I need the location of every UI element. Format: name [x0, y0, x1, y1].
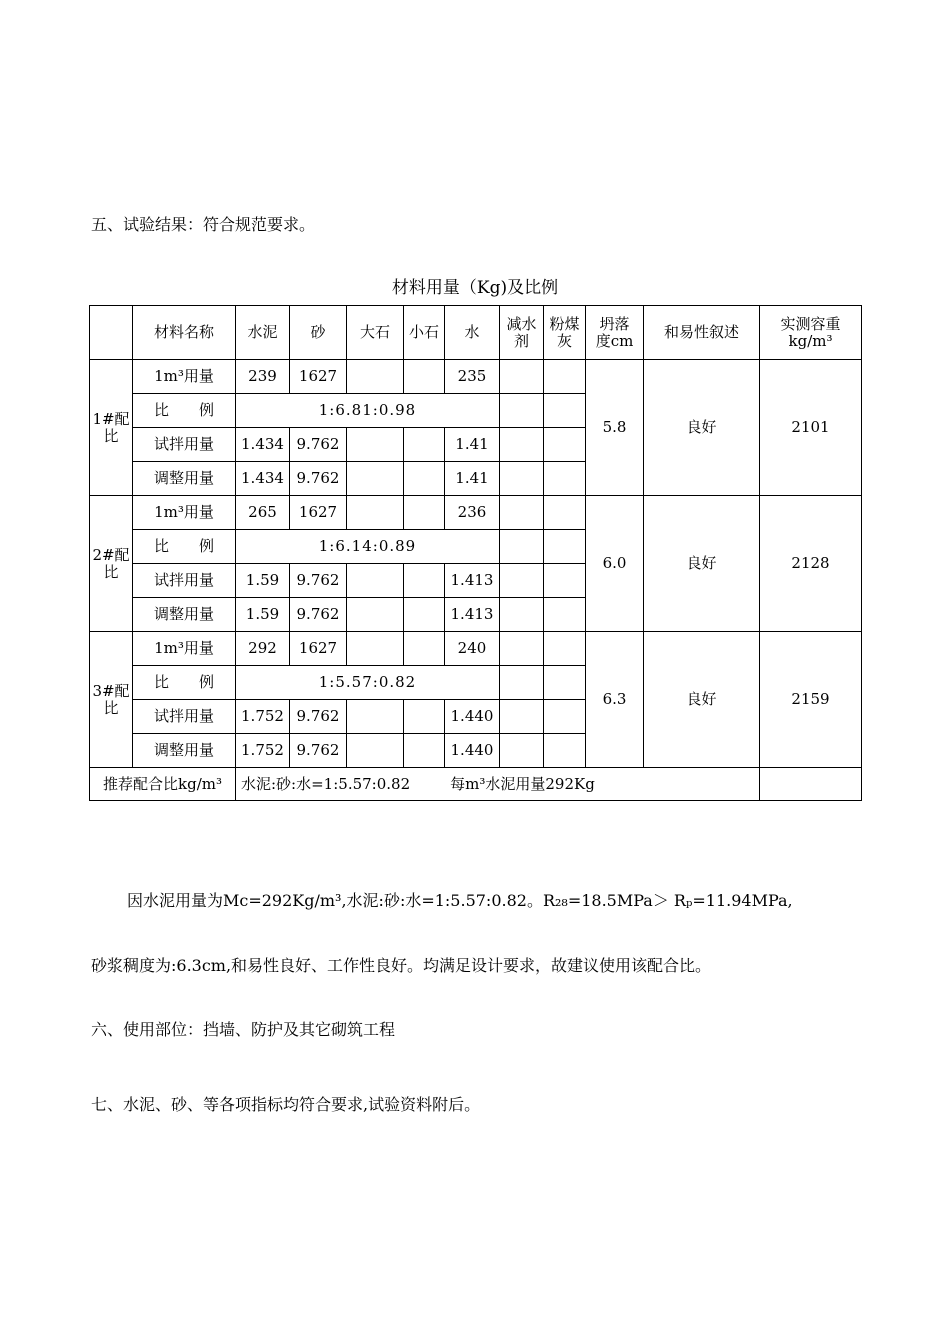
group-2-name-l2: 比	[103, 562, 119, 581]
g3-trial-admixture	[500, 700, 544, 734]
row-label-trial: 试拌用量	[133, 428, 236, 462]
g3-adjust-sand: 9.762	[290, 734, 347, 768]
g3-trial-small-stone	[404, 700, 445, 734]
g1-trial-large-stone	[347, 428, 404, 462]
group-2-name-l1: 2#配	[92, 545, 130, 564]
g1-m3-large-stone	[347, 360, 404, 394]
header-row	[90, 306, 862, 360]
g1-adjust-water: 1.41	[445, 462, 500, 496]
row-label-adjust: 调整用量	[133, 462, 236, 496]
section-5-result: 五、试验结果：符合规范要求。	[91, 215, 316, 234]
header-density-l1: 实测容重	[780, 314, 841, 333]
section-6-usage: 六、使用部位：挡墙、防护及其它砌筑工程	[91, 1020, 396, 1039]
g2-adjust-sand: 9.762	[290, 598, 347, 632]
g3-m3-cement: 292	[236, 632, 290, 666]
g1-trial-fly-ash	[544, 428, 586, 462]
g1-m3-cement: 239	[236, 360, 290, 394]
header-density	[760, 306, 862, 360]
g2-trial-fly-ash	[544, 564, 586, 598]
table-caption: 材料用量（Kg)及比例	[391, 278, 559, 298]
g3-m3-small-stone	[404, 632, 445, 666]
row-label-ratio: 比 例	[133, 530, 236, 564]
section-7-materials: 七、水泥、砂、等各项指标均符合要求,试验资料附后。	[91, 1095, 481, 1114]
table-row	[90, 632, 862, 666]
row-label-adjust: 调整用量	[133, 598, 236, 632]
header-slump	[586, 306, 644, 360]
g1-trial-cement: 1.434	[236, 428, 290, 462]
g3-trial-fly-ash	[544, 700, 586, 734]
row-label-trial: 试拌用量	[133, 700, 236, 734]
g2-trial-water: 1.413	[445, 564, 500, 598]
conclusion-line-1: 因水泥用量为Mc=292Kg/m³,水泥:砂:水=1:5.57:0.82。R₂₈=18.5MPa＞ Rₚ=11.94MPa,	[127, 891, 793, 910]
row-label-m3: 1m³用量	[133, 632, 236, 666]
g1-trial-water: 1.41	[445, 428, 500, 462]
g3-adjust-water: 1.440	[445, 734, 500, 768]
g2-trial-admixture	[500, 564, 544, 598]
g3-ratio-fly-ash	[544, 666, 586, 700]
row-label-m3: 1m³用量	[133, 360, 236, 394]
header-small-stone: 小石	[404, 306, 445, 360]
g3-adjust-fly-ash	[544, 734, 586, 768]
header-large-stone: 大石	[347, 306, 404, 360]
g3-adjust-large-stone	[347, 734, 404, 768]
g3-m3-admixture	[500, 632, 544, 666]
recommend-empty	[760, 768, 862, 801]
g2-m3-water: 236	[445, 496, 500, 530]
g3-m3-water: 240	[445, 632, 500, 666]
g1-m3-small-stone	[404, 360, 445, 394]
group-2-name	[90, 496, 133, 632]
g3-workability: 良好	[644, 632, 760, 768]
row-label-trial: 试拌用量	[133, 564, 236, 598]
g2-m3-small-stone	[404, 496, 445, 530]
g3-trial-water: 1.440	[445, 700, 500, 734]
g2-workability: 良好	[644, 496, 760, 632]
g3-ratio-admixture	[500, 666, 544, 700]
g3-adjust-small-stone	[404, 734, 445, 768]
group-1-name	[90, 360, 133, 496]
g2-trial-large-stone	[347, 564, 404, 598]
header-slump-l1: 坍落	[599, 314, 630, 333]
g2-m3-large-stone	[347, 496, 404, 530]
g3-m3-large-stone	[347, 632, 404, 666]
g2-adjust-small-stone	[404, 598, 445, 632]
g2-adjust-cement: 1.59	[236, 598, 290, 632]
header-admixture-l2: 剂	[513, 331, 529, 350]
recommend-cement: 每m³水泥用量292Kg	[450, 774, 595, 793]
g1-m3-water: 235	[445, 360, 500, 394]
recommend-row	[90, 768, 862, 801]
g2-trial-cement: 1.59	[236, 564, 290, 598]
g2-m3-fly-ash	[544, 496, 586, 530]
g2-slump: 6.0	[586, 496, 644, 632]
header-fly-ash	[544, 306, 586, 360]
g1-ratio-admixture	[500, 394, 544, 428]
g1-adjust-admixture	[500, 462, 544, 496]
g1-ratio-fly-ash	[544, 394, 586, 428]
g1-trial-small-stone	[404, 428, 445, 462]
g2-trial-sand: 9.762	[290, 564, 347, 598]
recommend-value	[236, 768, 760, 801]
g1-ratio: 1:6.81:0.98	[236, 394, 500, 428]
group-1-name-l2: 比	[103, 426, 119, 445]
g1-slump: 5.8	[586, 360, 644, 496]
g1-adjust-small-stone	[404, 462, 445, 496]
recommend-label: 推荐配合比kg/m³	[90, 768, 236, 801]
header-cement: 水泥	[236, 306, 290, 360]
g2-ratio-fly-ash	[544, 530, 586, 564]
header-fly-ash-l1: 粉煤	[549, 314, 580, 333]
g2-ratio-admixture	[500, 530, 544, 564]
group-1-name-l1: 1#配	[92, 409, 130, 428]
header-water: 水	[445, 306, 500, 360]
header-admixture	[500, 306, 544, 360]
g1-density: 2101	[760, 360, 862, 496]
g1-workability: 良好	[644, 360, 760, 496]
header-density-l2: kg/m³	[788, 331, 833, 350]
group-3-name-l2: 比	[103, 698, 119, 717]
mix-ratio-table	[89, 305, 862, 801]
g1-m3-fly-ash	[544, 360, 586, 394]
g1-adjust-cement: 1.434	[236, 462, 290, 496]
g3-adjust-admixture	[500, 734, 544, 768]
g1-adjust-sand: 9.762	[290, 462, 347, 496]
g2-adjust-admixture	[500, 598, 544, 632]
g3-slump: 6.3	[586, 632, 644, 768]
header-material-name: 材料名称	[133, 306, 236, 360]
g1-m3-admixture	[500, 360, 544, 394]
header-admixture-l1: 减水	[506, 314, 537, 333]
table-row	[90, 360, 862, 394]
g3-trial-cement: 1.752	[236, 700, 290, 734]
g2-trial-small-stone	[404, 564, 445, 598]
g1-adjust-large-stone	[347, 462, 404, 496]
header-workability: 和易性叙述	[644, 306, 760, 360]
g1-m3-sand: 1627	[290, 360, 347, 394]
g2-m3-cement: 265	[236, 496, 290, 530]
g2-m3-admixture	[500, 496, 544, 530]
g3-m3-fly-ash	[544, 632, 586, 666]
g3-ratio: 1:5.57:0.82	[236, 666, 500, 700]
g1-trial-sand: 9.762	[290, 428, 347, 462]
row-label-adjust: 调整用量	[133, 734, 236, 768]
g2-m3-sand: 1627	[290, 496, 347, 530]
recommend-ratio: 水泥:砂:水=1:5.57:0.82	[241, 774, 411, 793]
g3-trial-sand: 9.762	[290, 700, 347, 734]
g2-adjust-fly-ash	[544, 598, 586, 632]
row-label-ratio: 比 例	[133, 394, 236, 428]
row-label-ratio: 比 例	[133, 666, 236, 700]
header-corner	[90, 306, 133, 360]
g2-adjust-large-stone	[347, 598, 404, 632]
header-fly-ash-l2: 灰	[556, 331, 572, 350]
header-slump-l2: 度cm	[595, 331, 634, 350]
g2-density: 2128	[760, 496, 862, 632]
g2-adjust-water: 1.413	[445, 598, 500, 632]
g2-ratio: 1:6.14:0.89	[236, 530, 500, 564]
row-label-m3: 1m³用量	[133, 496, 236, 530]
g3-adjust-cement: 1.752	[236, 734, 290, 768]
g3-trial-large-stone	[347, 700, 404, 734]
g1-adjust-fly-ash	[544, 462, 586, 496]
group-3-name-l1: 3#配	[92, 681, 130, 700]
header-sand: 砂	[290, 306, 347, 360]
g3-m3-sand: 1627	[290, 632, 347, 666]
g1-trial-admixture	[500, 428, 544, 462]
table-row	[90, 496, 862, 530]
conclusion-line-2: 砂浆稠度为:6.3cm,和易性良好、工作性良好。均满足设计要求，故建议使用该配合比。	[91, 956, 712, 975]
g3-density: 2159	[760, 632, 862, 768]
group-3-name	[90, 632, 133, 768]
